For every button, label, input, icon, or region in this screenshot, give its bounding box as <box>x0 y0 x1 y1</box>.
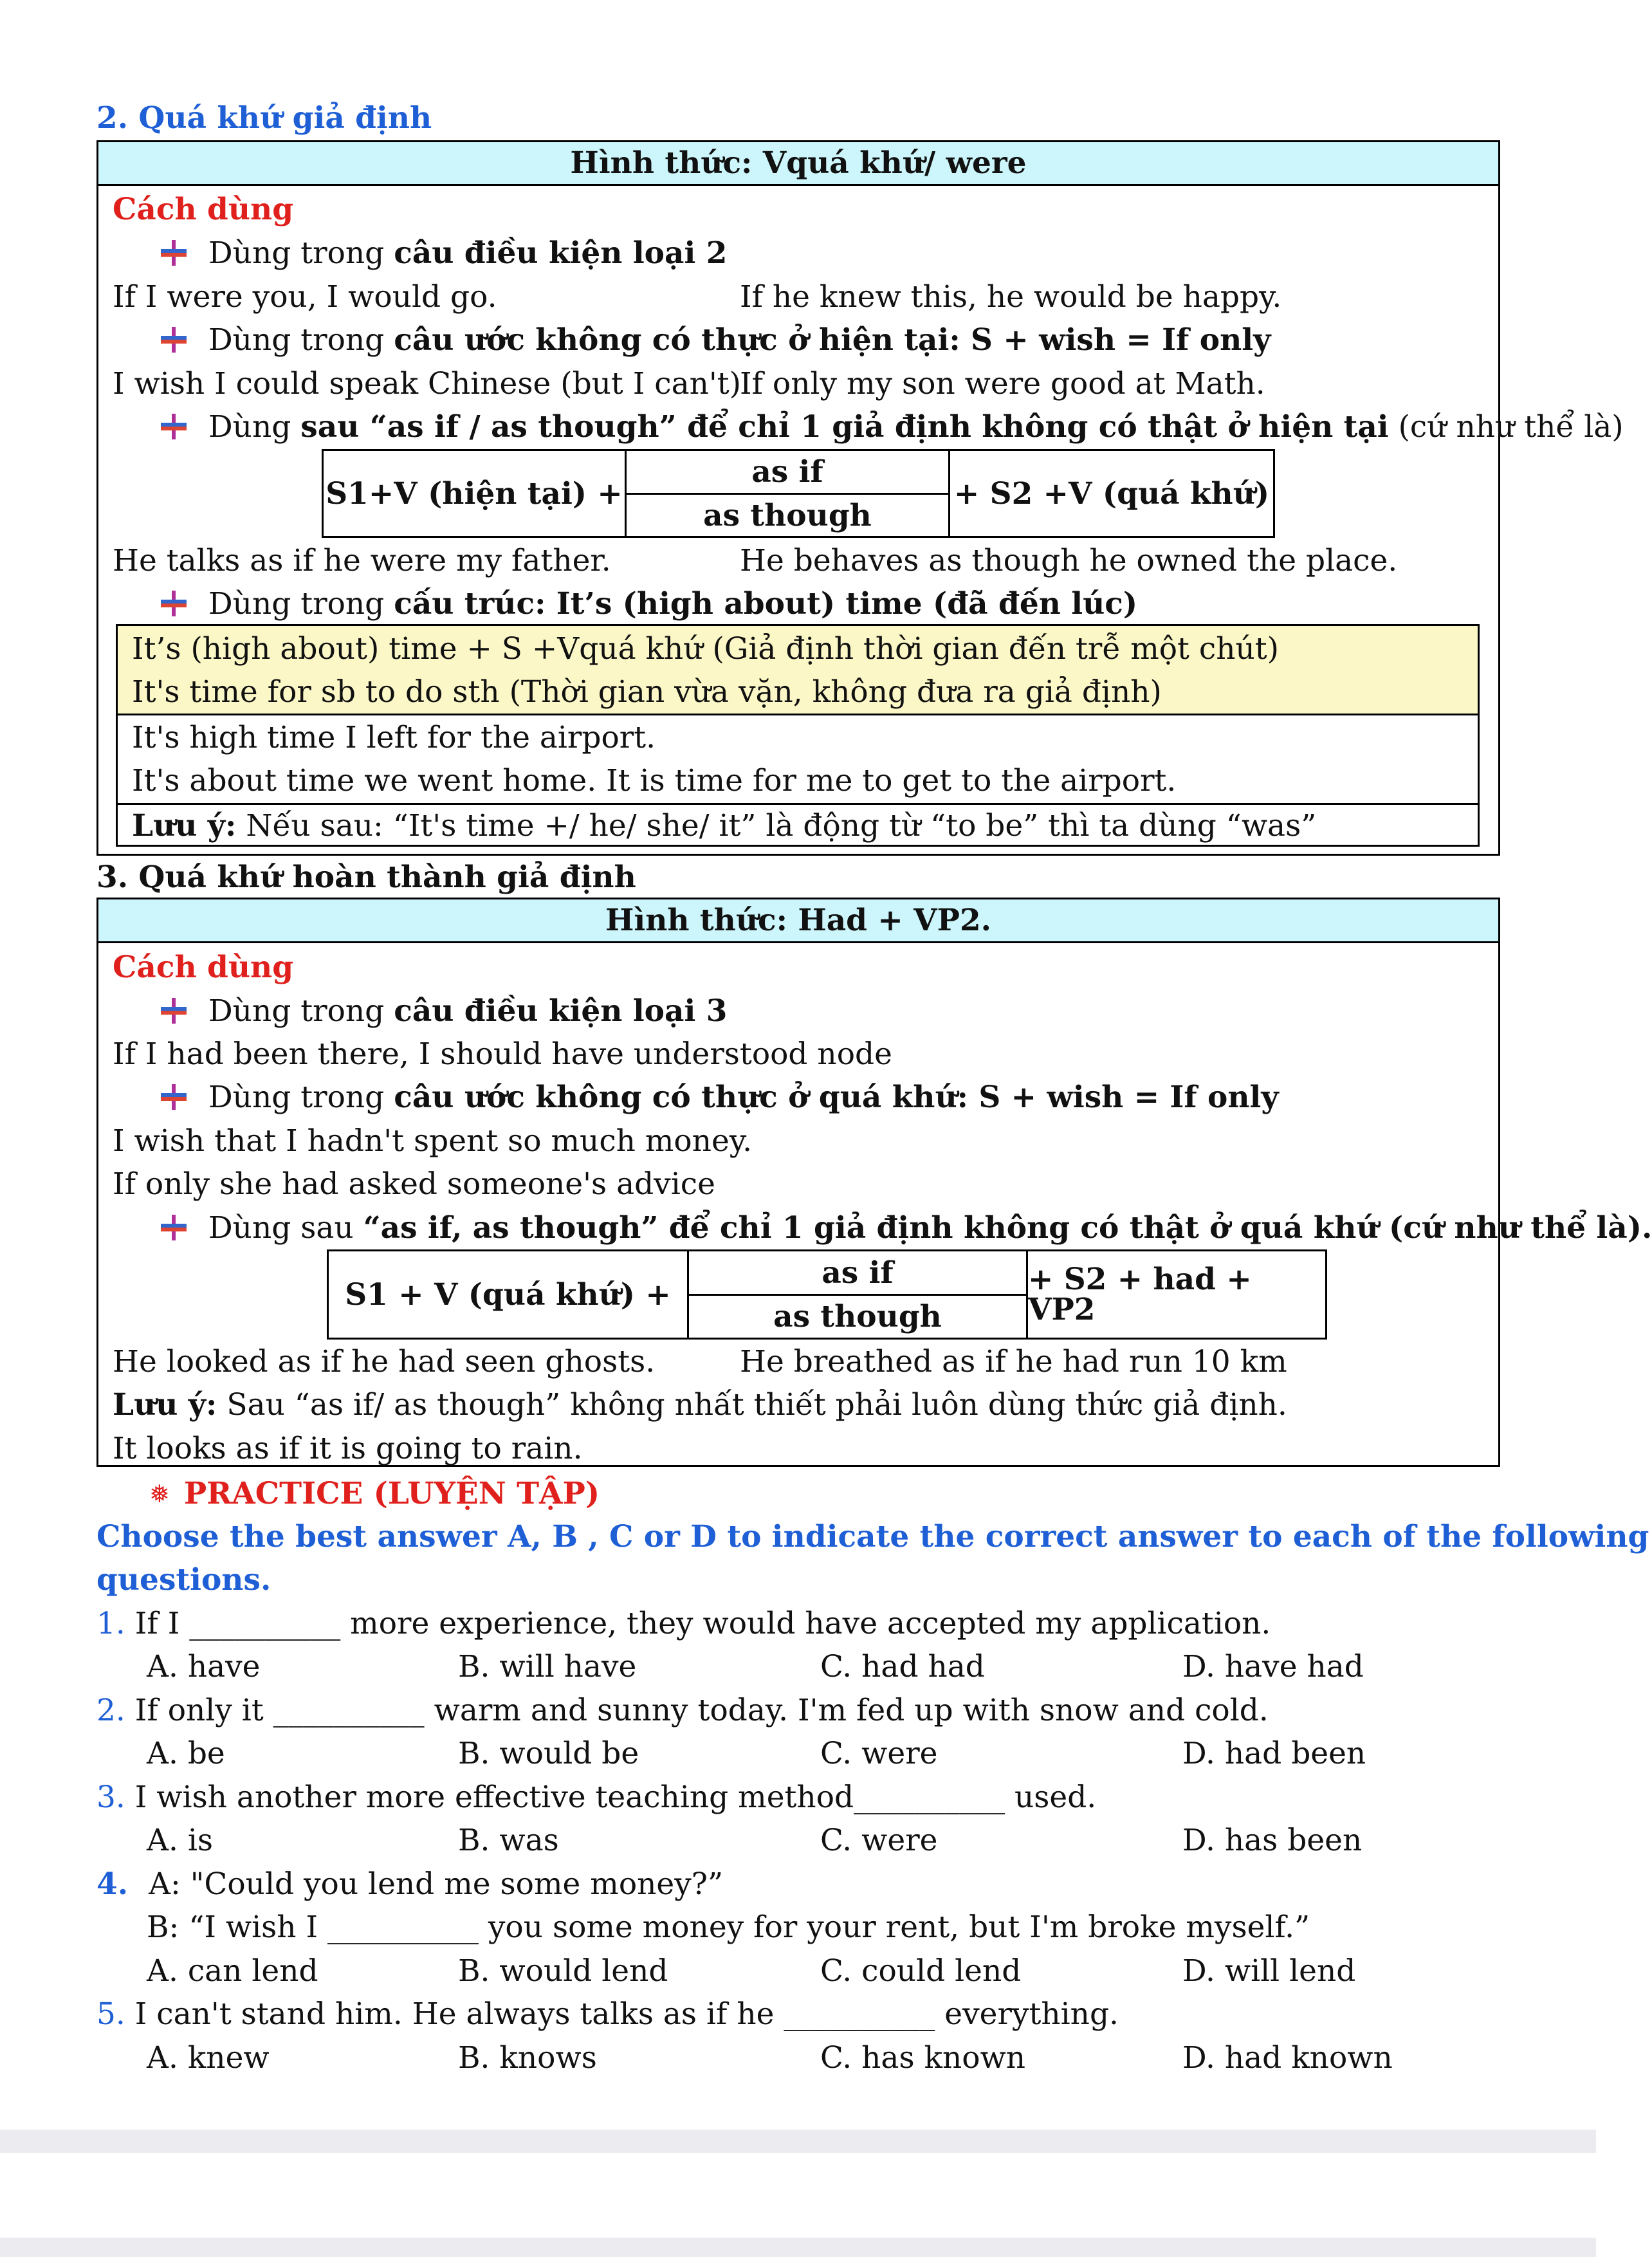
arrow-bullet-icon <box>161 240 187 266</box>
q3-option-b[interactable]: B. was <box>458 1823 559 1858</box>
q4-option-a[interactable]: A. can lend <box>147 1953 318 1989</box>
page-bottom-band-2 <box>0 2238 1596 2257</box>
section3-bullet-1: Dùng trong câu điều kiện loại 3 <box>161 996 727 1026</box>
section3-example-1: If I had been there, I should have understood node <box>113 1036 892 1072</box>
q4-option-c[interactable]: C. could lend <box>820 1953 1022 1989</box>
section2-example-1b: If he knew this, he would be happy. <box>740 279 1282 315</box>
arrow-bullet-icon <box>161 414 187 439</box>
question-4-line-2: B: “I wish I __________ you some money for your rent, but I'm broke myself.” <box>147 1910 1310 1945</box>
q5-option-c[interactable]: C. has known <box>820 2040 1026 2076</box>
section3-example-2a: I wish that I hadn't spent so much money. <box>113 1123 753 1159</box>
q1-option-c[interactable]: C. had had <box>820 1649 985 1684</box>
section2-header: Hình thức: Vquá khứ/ were <box>98 142 1498 186</box>
practice-instruction-line-1: Choose the best answer A, B , C or D to indicate the correct answer to each of the following <box>96 1519 1649 1554</box>
q5-option-d[interactable]: D. had known <box>1182 2040 1393 2076</box>
section3-example-3b: He breathed as if he had run 10 km <box>740 1344 1287 1379</box>
section3-bullet-2: Dùng trong câu ước không có thực ở quá khứ: S + wish = If only <box>161 1082 1279 1112</box>
q5-option-b[interactable]: B. knows <box>458 2040 597 2076</box>
question-5: 5. I can't stand him. He always talks as if he __________ everything. <box>96 1996 1119 2032</box>
question-2: 2. If only it __________ warm and sunny today. I'm fed up with snow and cold. <box>96 1693 1269 1728</box>
q1-option-d[interactable]: D. have had <box>1182 1649 1364 1684</box>
page-bottom-band <box>0 2130 1596 2153</box>
practice-instruction-line-2: questions. <box>96 1562 271 1598</box>
section2-bullet-1: Dùng trong câu điều kiện loại 2 <box>161 238 727 268</box>
q4-option-b[interactable]: B. would lend <box>458 1953 668 1989</box>
section2-title: 2. Quá khứ giả định <box>96 100 432 136</box>
time-structure-line-1: It’s (high about) time + S +Vquá khứ (Giả định thời gian đến trễ một chút) <box>132 631 1279 667</box>
q3-option-d[interactable]: D. has been <box>1182 1823 1363 1858</box>
q2-option-a[interactable]: A. be <box>147 1736 225 1771</box>
formula2-right: + S2 + had + VP2 <box>1026 1249 1327 1340</box>
q4-option-d[interactable]: D. will lend <box>1182 1953 1356 1989</box>
q5-option-a[interactable]: A. knew <box>147 2040 270 2076</box>
snowflake-icon: ❅ <box>149 1480 170 1508</box>
question-4: 4. A: "Could you lend me some money?” <box>96 1866 723 1902</box>
formula1-right: + S2 +V (quá khứ) <box>948 449 1275 538</box>
question-3: 3. I wish another more effective teaching method__________ used. <box>96 1780 1097 1815</box>
section2-note: Lưu ý: Nếu sau: “It's time +/ he/ she/ it” là động từ “to be” thì ta dùng “was” <box>132 808 1317 843</box>
q2-option-b[interactable]: B. would be <box>458 1736 639 1771</box>
section3-example-3a: He looked as if he had seen ghosts. <box>113 1344 656 1379</box>
time-example-2: It's about time we went home. It is time for me to get to the airport. <box>132 763 1177 798</box>
q3-option-c[interactable]: C. were <box>820 1823 938 1858</box>
section2-bullet-2: Dùng trong câu ước không có thực ở hiện tại: S + wish = If only <box>161 325 1271 355</box>
section3-example-4: It looks as if it is going to rain. <box>113 1431 583 1466</box>
section2-example-3a: He talks as if he were my father. <box>113 543 611 578</box>
practice-title: ❅ PRACTICE (LUYỆN TẬP) <box>149 1476 600 1511</box>
arrow-bullet-icon <box>161 1084 187 1110</box>
section2-example-1a: If I were you, I would go. <box>113 279 497 315</box>
section2-usage-label: Cách dùng <box>113 192 294 227</box>
formula1-top: as if <box>625 449 950 495</box>
section3-header: Hình thức: Had + VP2. <box>98 899 1498 943</box>
q2-option-d[interactable]: D. had been <box>1182 1736 1366 1771</box>
time-example-1: It's high time I left for the airport. <box>132 720 656 755</box>
q2-option-c[interactable]: C. were <box>820 1736 938 1771</box>
section3-usage-label: Cách dùng <box>113 950 294 985</box>
q1-option-b[interactable]: B. will have <box>458 1649 637 1684</box>
question-1: 1. If I __________ more experience, they would have accepted my application. <box>96 1606 1271 1641</box>
section3-example-2b: If only she had asked someone's advice <box>113 1166 715 1202</box>
arrow-bullet-icon <box>161 1215 187 1240</box>
section2-example-2a: I wish I could speak Chinese (but I can't) <box>113 366 742 401</box>
section3-title: 3. Quá khứ hoàn thành giả định <box>96 860 636 895</box>
time-structure-line-2: It's time for sb to do sth (Thời gian vừa vặn, không đưa ra giả định) <box>132 674 1162 710</box>
section2-bullet-4: Dùng trong cấu trúc: It’s (high about) time (đã đến lúc) <box>161 589 1137 619</box>
arrow-bullet-icon <box>161 327 187 353</box>
section2-example-2b: If only my son were good at Math. <box>740 366 1265 401</box>
arrow-bullet-icon <box>161 998 187 1024</box>
formula1-left: S1+V (hiện tại) + <box>322 449 627 538</box>
formula2-bottom: as though <box>687 1294 1028 1340</box>
arrow-bullet-icon <box>161 591 187 616</box>
formula1-bottom: as though <box>625 493 950 538</box>
formula2-top: as if <box>687 1249 1028 1296</box>
q3-option-a[interactable]: A. is <box>147 1823 213 1858</box>
section2-example-3b: He behaves as though he owned the place. <box>740 543 1398 578</box>
formula2-left: S1 + V (quá khứ) + <box>327 1249 689 1340</box>
q1-option-a[interactable]: A. have <box>147 1649 261 1684</box>
section3-bullet-3: Dùng sau “as if, as though” để chỉ 1 giả định không có thật ở quá khứ (cứ như thể là). <box>161 1213 1652 1243</box>
section2-bullet-3: Dùng sau “as if / as though” để chỉ 1 giả định không có thật ở hiện tại (cứ như thể là) <box>161 412 1624 442</box>
section3-note: Lưu ý: Sau “as if/ as though” không nhất thiết phải luôn dùng thức giả định. <box>113 1387 1287 1423</box>
